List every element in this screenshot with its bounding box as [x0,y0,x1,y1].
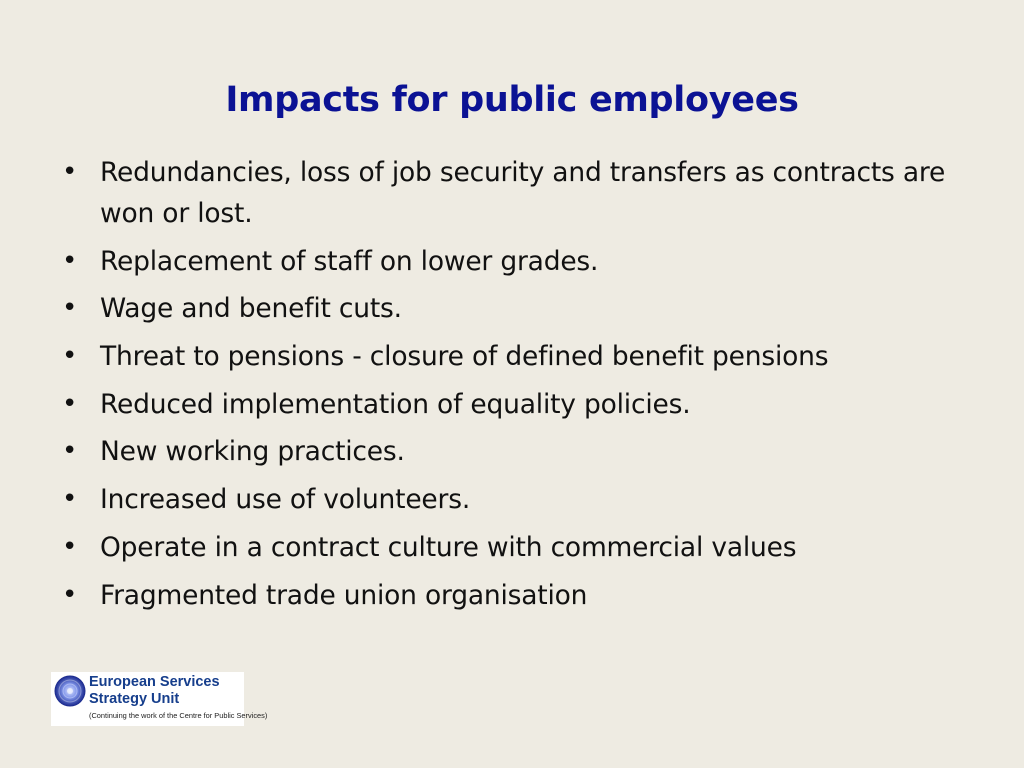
bullet-text: Reduced implementation of equality policies. [100,388,691,420]
bullet-item [62,384,962,425]
logo-tagline: (Continuing the work of the Centre for Public Services) [89,711,268,720]
logo-name-line1: European Services [89,674,220,690]
bullet-icon: • [62,579,78,610]
bullet-text: Redundancies, loss of job security and transfers as contracts are won or lost. [100,157,946,229]
bullet-icon: • [62,531,78,562]
slide-title: Impacts for public employees [225,80,799,120]
bullet-icon: • [62,341,78,372]
bullet-icon: • [62,484,78,515]
bullet-text: New working practices. [100,436,405,468]
bullet-list [62,152,962,622]
bullet-item [62,336,962,377]
logo-name [89,674,220,707]
bullet-icon: • [62,293,78,324]
bullet-text: Threat to pensions - closure of defined benefit pensions [100,341,829,373]
bullet-item [62,288,962,329]
bullet-item [62,479,962,520]
bullet-item [62,431,962,472]
bullet-icon: • [62,388,78,419]
bullet-text: Replacement of staff on lower grades. [100,245,599,277]
bullet-icon: • [62,436,78,467]
bullet-icon: • [62,245,78,276]
bullet-item [62,152,962,234]
bullet-text: Increased use of volunteers. [100,484,471,516]
bullet-text: Fragmented trade union organisation [100,579,588,611]
bullet-item [62,575,962,616]
bullet-text: Wage and benefit cuts. [100,293,402,325]
globe-logo-icon [54,675,86,707]
organization-logo [51,672,268,726]
bullet-text: Operate in a contract culture with commercial values [100,531,797,563]
bullet-item [62,527,962,568]
logo-name-line2: Strategy Unit [89,690,180,707]
bullet-icon: • [62,157,78,187]
bullet-item [62,241,962,282]
